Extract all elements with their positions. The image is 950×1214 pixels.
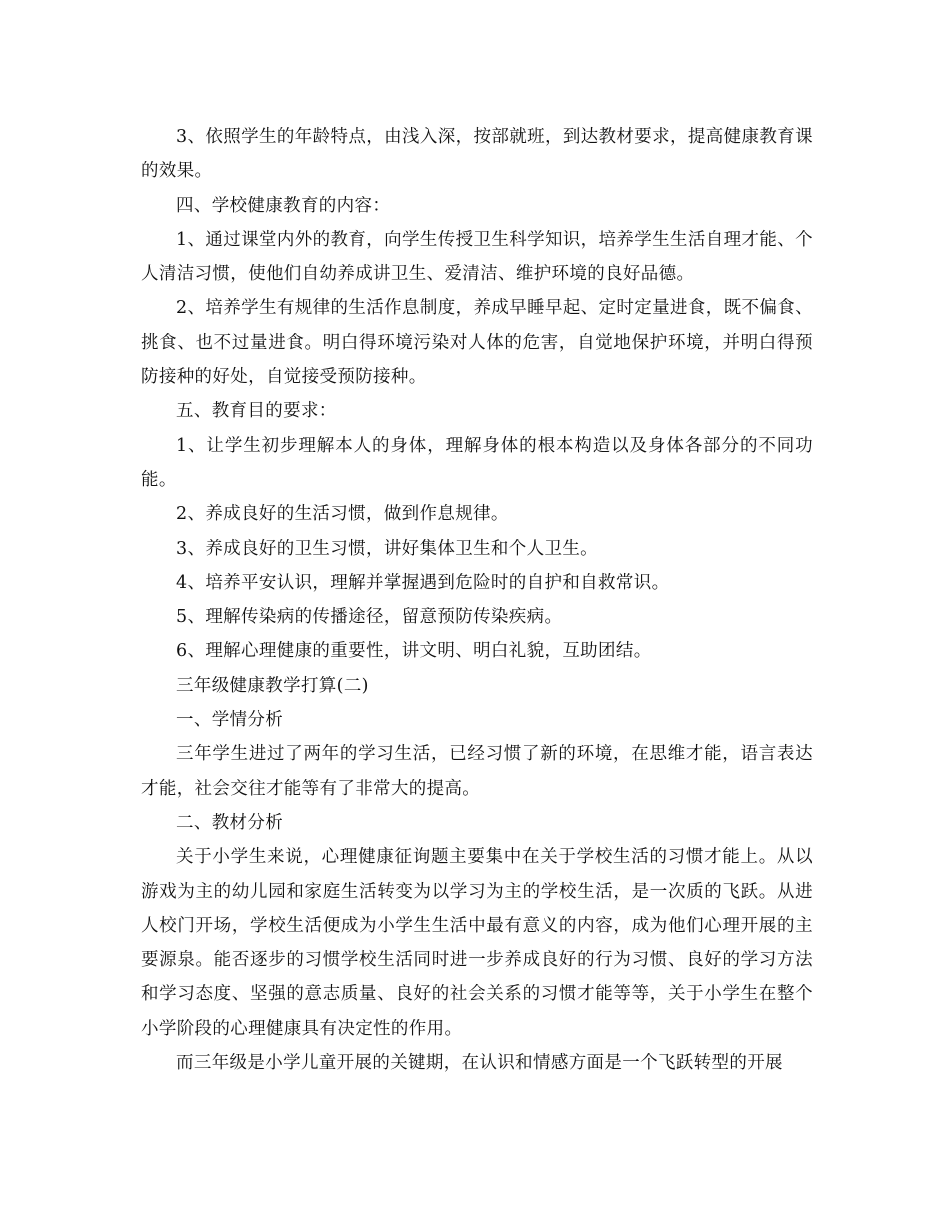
goal-item-5: 5、理解传染病的传播途径，留意预防传染疾病。 xyxy=(176,607,563,628)
paragraph-material-analysis: 关于小学生来说，心理健康征询题主要集中在关于学校生活的习惯才能上。从以游戏为主的幼儿园和家庭生活转变为以学习为主的学校生活，是一次质的飞跃。从进人校门开场，学校生活便成为小学生生活中最有意义的内容，成为他们心理开展的主要源泉。能否逐步的习惯学校生活同时进一步养成良好的行为习惯、良好的学习方法和学习态度、坚强的意志质量、良好的社会关系的习惯才能等等，关于小学生在整个小学阶段的心理健康具有决定性的作用。 xyxy=(141,847,813,1039)
paragraph-student-analysis: 三年学生进过了两年的学习生活，已经习惯了新的环境，在思维才能，语言表达才能，社会交往才能等有了非常大的提高。 xyxy=(141,744,813,799)
goal-item-4: 4、培养平安认识，理解并掌握遇到危险时的自护和自救常识。 xyxy=(176,572,670,593)
paragraph-content-2: 2、培养学生有规律的生活作息制度，养成早睡早起、定时定量进食，既不偏食、挑食、也不过量进食。明白得环境污染对人体的危害，自觉地保护环境，并明白得预防接种的好处，自觉接受预防接种。 xyxy=(141,298,813,388)
paragraph-item-3: 3、依照学生的年龄特点，由浅入深，按部就班，到达教材要求，提高健康教育课的效果。 xyxy=(141,127,813,182)
document-body xyxy=(141,120,813,1080)
section-heading-material-analysis: 二、教材分析 xyxy=(176,812,284,833)
paragraph-grade-three: 而三年级是小学儿童开展的关键期，在认识和情感方面是一个飞跃转型的开展 xyxy=(176,1053,783,1074)
goal-item-1: 1、让学生初步理解本人的身体，理解身体的根本构造以及身体各部分的不同功能。 xyxy=(141,435,813,490)
plan-title-2: 三年级健康教学打算(二) xyxy=(176,675,369,696)
goal-item-3: 3、养成良好的卫生习惯，讲好集体卫生和个人卫生。 xyxy=(176,538,599,559)
section-heading-student-analysis: 一、学情分析 xyxy=(176,710,284,731)
goal-item-2: 2、养成良好的生活习惯，做到作息规律。 xyxy=(176,504,509,525)
section-heading-goals: 五、教育目的要求： xyxy=(176,401,337,422)
goal-item-6: 6、理解心理健康的重要性，讲文明、明白礼貌，互助团结。 xyxy=(176,641,652,662)
paragraph-content-1: 1、通过课堂内外的教育，向学生传授卫生科学知识，培养学生生活自理才能、个人清洁习惯，使他们自幼养成讲卫生、爱清洁、维护环境的良好品德。 xyxy=(141,229,813,285)
section-heading-content: 四、学校健康教育的内容： xyxy=(176,195,391,216)
